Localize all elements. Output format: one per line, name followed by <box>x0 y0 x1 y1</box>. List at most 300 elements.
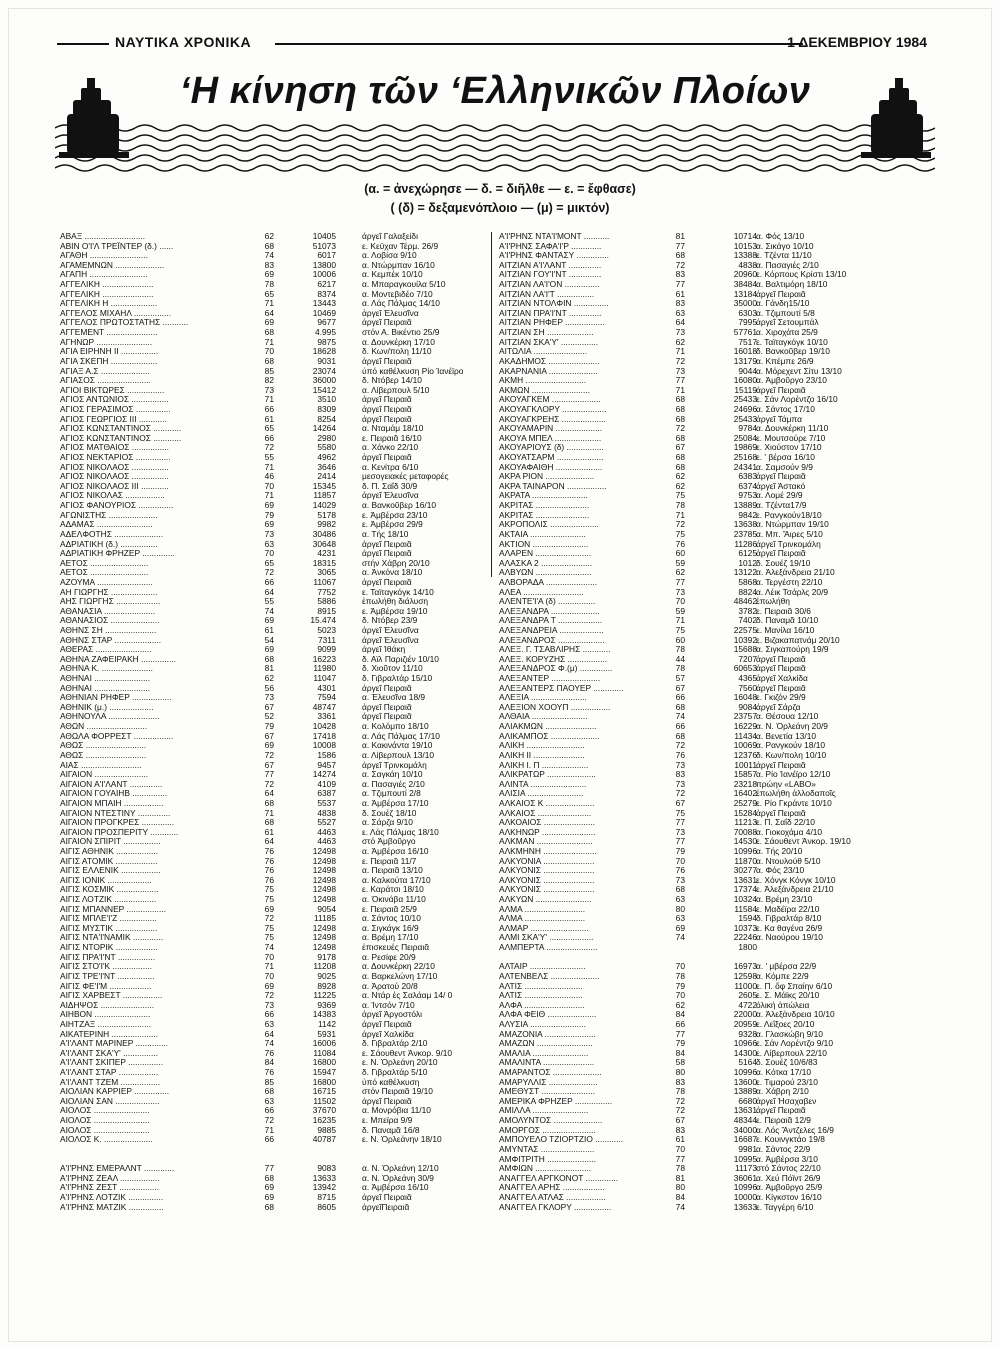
tonnage: 4838 <box>317 807 336 818</box>
tonnage: 11980 <box>313 663 336 674</box>
tonnage: 16973 <box>733 961 757 972</box>
tonnage: 11286 <box>734 538 757 549</box>
ship-status: στόν Πειραιᾶ 19/10 <box>362 1086 433 1097</box>
ship-name: ΑΛΕΞΙΟΝ ΧΟΟΥΠ ................. <box>499 701 611 712</box>
ship-status: ε. Χιούστον 17/10 <box>756 442 822 453</box>
ship-name: ΑΙΟΛΟΣ ........................ <box>60 1124 150 1135</box>
build-year: 77 <box>675 279 685 290</box>
tonnage: 10996 <box>733 1067 757 1078</box>
tonnage: 9178 <box>317 951 336 962</box>
tonnage: 10996 <box>733 846 757 856</box>
tonnage: 11584 <box>734 903 757 914</box>
ship-name: ΑΙΟΛΟΣ ........................ <box>60 1105 150 1116</box>
build-year: 68 <box>264 355 274 366</box>
ship-status: ἐπωλήθη διάλυση <box>362 596 429 607</box>
ship-status: ἀργεῖ Σετουμπάλ <box>756 317 819 328</box>
tonnage: 9328 <box>738 1028 757 1039</box>
tonnage: 5164 <box>738 1057 757 1068</box>
build-year: 69 <box>264 317 274 328</box>
ship-status: ὀλική ἀπώλεια <box>756 999 810 1010</box>
ship-status: α. Χάβρη 2/10 <box>756 1086 809 1097</box>
tonnage: 70088 <box>733 826 757 837</box>
build-year: 71 <box>264 490 274 501</box>
ship-status: α. Τζιμπουτί 5/8 <box>756 307 815 318</box>
tonnage: 4463 <box>317 836 336 847</box>
ship-row <box>60 1135 480 1145</box>
tonnage: 13638 <box>733 519 757 530</box>
build-year: 67 <box>264 730 274 741</box>
page-title: ‘Η κίνηση τῶν ‘Ελληνικῶν Πλοίων <box>179 70 811 112</box>
ship-name: ΑΛΦΑ .......................... <box>499 999 585 1010</box>
tonnage: 36000 <box>312 375 336 386</box>
ship-name: ΑΙΓΑΙΟΝ ΠΡΟΓΚΡΕΣ .............. <box>60 817 175 828</box>
build-year: 82 <box>264 375 274 386</box>
build-year: 70 <box>264 970 274 981</box>
ship-status: α. Καλκούτα 17/10 <box>362 874 431 885</box>
ship-status: δ. Ντόβερ 23/9 <box>362 615 418 626</box>
ship-status: α. Χάνκο 22/10 <box>362 442 419 453</box>
ship-name: Α'Ι'ΛΑΝΤ ΣΚΑ'Υ' ............... <box>60 1047 158 1058</box>
build-year: 72 <box>264 749 274 760</box>
tonnage: 5537 <box>317 797 336 808</box>
ship-name: Α'Ι'ΡΗΝΣ ΣΑΦΑ'Ι'Ρ ............. <box>499 240 602 251</box>
ship-status: ε. Ρανγκούν18/10 <box>756 509 822 520</box>
ship-name: ΑΜΦΙΤΡΙΤΗ ..................... <box>499 1153 596 1164</box>
build-year: 69 <box>264 980 274 991</box>
ship-status: α. Ἀρατού 20/8 <box>362 980 418 991</box>
tonnage: 25084 <box>733 432 757 443</box>
tonnage: 12498 <box>312 922 336 933</box>
ship-status: ἀργεῖ Πειραιᾶ <box>362 682 412 693</box>
ship-name: ΑΚΟΥΑΜΑΡΙΝ .................... <box>499 423 603 434</box>
ship-status: ἀργεῖ Τρινκομάλη <box>756 538 821 549</box>
ship-status: ἀργεῖ Πειραιᾶ <box>756 682 806 693</box>
ship-name: ΑΙΓΙΣ ΝΤΑ'Ι'ΝΑΜΙΚ ............. <box>60 932 164 943</box>
build-year: 72 <box>675 788 685 799</box>
build-year: 71 <box>264 394 274 405</box>
ship-name: ΑΛΕΞΑΝΔΡΟΣ .................... <box>499 634 605 645</box>
build-year: 71 <box>675 346 685 357</box>
build-year: 74 <box>675 932 685 943</box>
tonnage: 10996 <box>733 1182 757 1193</box>
ship-status: ε. ' βέρσα 16/10 <box>756 452 815 463</box>
tonnage: 4109 <box>317 778 336 789</box>
build-year: 63 <box>264 1018 274 1029</box>
build-year: 70 <box>675 855 685 866</box>
tonnage: 9753 <box>738 490 757 501</box>
ship-status: α. Ντάρ ἐς Σαλάαμ 14/ 0 <box>362 990 453 1001</box>
tonnage: 10966 <box>733 1038 757 1049</box>
tonnage: 4.995 <box>315 327 336 338</box>
ship-status: α. Ἀμβοῦργο 23/10 <box>756 375 827 386</box>
tonnage: 9885 <box>317 1124 336 1135</box>
tonnage: 7402 <box>738 615 757 626</box>
build-year: 59 <box>675 605 685 616</box>
ship-status: μεσογειακές μεταφορές <box>362 471 449 482</box>
build-year: 74 <box>264 250 274 261</box>
tonnage: 10011 <box>734 759 757 770</box>
ship-status: α. Μοντεβιδέο 7/10 <box>362 288 433 299</box>
tonnage: 11857 <box>313 490 336 501</box>
tonnage: 7594 <box>317 692 336 703</box>
tonnage: 1586 <box>317 749 336 760</box>
ship-name: ΑΚΡΟΠΟΛΙΣ ..................... <box>499 519 599 530</box>
tonnage: 9784 <box>738 423 757 434</box>
ship-name: ΑΙΓΙΣ ΜΠΛΕ'Ι'Ζ ................ <box>60 913 157 924</box>
build-year: 70 <box>264 480 274 491</box>
ship-row <box>499 1203 929 1213</box>
ship-status: α. Ντώρμπαν 19/10 <box>756 519 829 530</box>
tonnage: 3361 <box>317 711 336 722</box>
ship-name: ΑΛΤΕΝΒΕΛΣ ..................... <box>499 970 600 981</box>
tonnage: 9031 <box>317 355 336 366</box>
ship-status: δ. Γιβραλτάρ 15/10 <box>362 673 433 684</box>
tonnage: 10008 <box>312 740 336 751</box>
ship-name: ΑΙΓΙΣ ΛΟΤΖΙΚ .................. <box>60 894 157 905</box>
ship-status: πρώην «LABO» <box>756 778 816 789</box>
build-year: 72 <box>675 519 685 530</box>
tonnage: 9044 <box>738 365 757 376</box>
ship-name: ΑΝΑΓΓΕΛ ΓΚΛΟΡΥ ................ <box>499 1201 612 1212</box>
build-year: 83 <box>675 1124 685 1135</box>
ship-status: ε. Βιζακαπατνάμ 20/10 <box>756 634 840 645</box>
ship-status: ε. Ἀλεξάνδρεια 21/10 <box>756 884 834 895</box>
ship-name: ΑΙΤΖΙΑΝ ΛΑ'Ι'Τ ................ <box>499 288 595 299</box>
ship-status: ἀργεῖ Τάμπα <box>756 413 802 424</box>
ship-status: δ. Σουέζ 19/10 <box>756 557 811 568</box>
build-year: 77 <box>675 1153 685 1164</box>
ship-name: ΑΛΙΚΗ ΙΙ ...................... <box>499 749 585 760</box>
ship-status: ἀργεῖ Πειραιᾶ <box>362 413 412 424</box>
tonnage: 20959 <box>733 1018 757 1029</box>
tonnage: 11185 <box>313 913 336 924</box>
ship-name: ΑΜΕΘΥΣΤ ....................... <box>499 1086 595 1097</box>
build-year: 68 <box>264 817 274 828</box>
ship-name: ΑΒΑΞ .......................... <box>60 231 146 241</box>
build-year: 85 <box>264 1076 274 1087</box>
ship-status: ἀργεῖ Ἰθάκη <box>362 644 406 655</box>
ship-name: ΑΛΥΣΙΑ ........................ <box>499 1018 586 1029</box>
ship-name: ΑΙΓΙΣ ΦΕ'Ι'Μ .................. <box>60 980 152 991</box>
ship-name: ΑΚΤΑΙΑ ........................ <box>499 528 586 539</box>
ship-status: ἀργεῖ Πειραιᾶ <box>756 663 806 674</box>
ship-status: α. Πασαγιές 2/10 <box>756 259 819 270</box>
tonnage: 34000 <box>733 1124 757 1135</box>
ship-name: Α'Ι'ΛΑΝΤ ΣΚΙΠΕΡ ............... <box>60 1057 164 1068</box>
ship-status: ἀργεῖ Χαλκίδα <box>362 1028 414 1039</box>
ship-status: ἀργεῖ Πειραιᾶ <box>362 1191 412 1202</box>
ship-name: ΑΛΕΞΙΑ ........................ <box>499 692 587 703</box>
build-year: 66 <box>675 1018 685 1029</box>
tonnage: 6017 <box>317 250 336 261</box>
ship-status: α. Τής 18/10 <box>362 528 409 539</box>
tonnage: 48344 <box>733 1115 757 1126</box>
ship-name: ΑΙΤΖΙΑΝ ΝΤΟΛΦΙΝ ............... <box>499 298 609 309</box>
build-year: 68 <box>675 250 685 261</box>
build-year: 67 <box>675 797 685 808</box>
build-year: 70 <box>675 961 685 972</box>
build-year: 64 <box>264 1028 274 1039</box>
ship-status: ἀργεῖ Πειραιᾶ <box>362 403 412 414</box>
build-year: 78 <box>675 1086 685 1097</box>
ship-name: ΑΓΓΕΛΙΚΗ Η .................... <box>60 298 158 309</box>
ship-status: α. Κολόμπο 18/10 <box>362 721 429 732</box>
build-year: 68 <box>675 730 685 741</box>
tonnage: 13600 <box>733 1076 757 1087</box>
build-year: 76 <box>264 1067 274 1078</box>
tonnage: 8309 <box>317 403 336 414</box>
build-year: 76 <box>675 538 685 549</box>
ship-status: δ. Π. Σαΐδ 30/9 <box>362 480 418 491</box>
ship-name: ΑΜΙΛΛΑ ........................ <box>499 1105 589 1116</box>
tonnage: 14383 <box>312 1009 336 1020</box>
ship-status: ε. Χόνγκ Κόνγκ 10/10 <box>756 874 836 885</box>
tonnage: 6303 <box>738 307 757 318</box>
ship-name: ΑΙΤΖΙΑΝ ΣΚΑ'Υ' ................ <box>499 336 599 347</box>
tonnage: 8374 <box>317 288 336 299</box>
ship-name: ΑΛΕΞΑΝΔΡΑ Τ ................... <box>499 615 603 626</box>
ship-name: ΑΙΓΑΙΟΝ Α'Ι'ΛΑΝΤ .............. <box>60 778 163 789</box>
ship-status: α. Φός 13/10 <box>756 231 805 241</box>
build-year: 79 <box>264 721 274 732</box>
tonnage: 12598 <box>733 970 757 981</box>
ship-name: ΑΓΑΘΗ ......................... <box>60 250 148 261</box>
tonnage: 24341 <box>733 461 757 472</box>
build-year: 61 <box>264 413 274 424</box>
ship-list-left <box>60 232 480 1212</box>
tonnage: 11173 <box>734 1163 757 1174</box>
tonnage: 11502 <box>313 1095 336 1106</box>
ship-name: ΑΛΦΑ ΦΕΙΘ ..................... <box>499 1009 597 1020</box>
ship-name: ΑΛΘΑΙΑ ........................ <box>499 711 588 722</box>
ship-name: ΑΓΙΟΣ ΜΑΤΘΑΙΟΣ ................ <box>60 442 169 453</box>
ship-status: α. Βενετία 13/10 <box>756 730 817 741</box>
ship-name: ΑΛΙΚΗ Ι. Π .................... <box>499 759 589 770</box>
ship-status: α. Κενίτρα 6/10 <box>362 461 419 472</box>
tonnage: 6383 <box>738 471 757 482</box>
ship-status: ε. Ἀμβέρσα 29/9 <box>362 519 423 530</box>
ship-status: α. Σάντος 17/10 <box>756 403 815 414</box>
ship-status: α. Ντώρμπαν 16/10 <box>362 259 435 270</box>
ship-name: ΑΚΟΥΑΤΣΑΡΜ .................... <box>499 452 604 463</box>
ship-name: ΑΛΙΚΑΜΠΟΣ ..................... <box>499 730 600 741</box>
tonnage: 4463 <box>317 826 336 837</box>
ship-status: α. Ντουλούθ 5/10 <box>756 855 821 866</box>
ship-status: α. Τζέντα17/9 <box>756 500 807 511</box>
tonnage: 13184 <box>733 288 757 299</box>
ship-name: ΑΚΟΥΑΓΚΕΜ ..................... <box>499 394 601 405</box>
tonnage: 4962 <box>317 452 336 463</box>
ship-status: δ. Σουέζ 10/6/83 <box>756 1057 818 1068</box>
build-year: 62 <box>264 231 274 241</box>
ship-name: ΑΛΚΥΩΝ ........................ <box>499 894 592 905</box>
ship-status: ε. Ἀμβέρσα 19/10 <box>362 605 428 616</box>
tonnage: 8605 <box>317 1201 336 1212</box>
ship-name: ΑΗΣ ΓΙΩΡΓΗΣ ................... <box>60 596 161 607</box>
build-year: 64 <box>264 586 274 597</box>
ship-status: α. Σαγκάη 10/10 <box>362 769 423 780</box>
build-year: 74 <box>264 942 274 953</box>
ship-status: ἀργεῖ Ἐλευσῖνα <box>362 490 419 501</box>
ship-status: ἀργεῖ Πειραιᾶ <box>756 653 806 664</box>
tonnage: 22000 <box>733 1009 757 1020</box>
ship-status: ε. Πειραιᾶ 11/7 <box>362 855 417 866</box>
ship-name: ΑΛΙΚΡΑΤΩΡ ..................... <box>499 769 596 780</box>
ship-name: ΑΓΩΝΙΣΤΗΣ ..................... <box>60 509 158 520</box>
ship-name: ΑΛΙΚΗ ......................... <box>499 740 585 751</box>
build-year: 63 <box>675 913 685 924</box>
build-year: 62 <box>675 336 685 347</box>
ship-status: ε. Πειραιᾶ 16/10 <box>362 432 422 443</box>
tonnage: 9677 <box>317 317 336 328</box>
build-year: 73 <box>264 999 274 1010</box>
ship-status: δ. Κων/πολη 10/10 <box>756 749 827 760</box>
tonnage: 7311 <box>317 634 336 645</box>
ship-status: α. Βρέμη 23/10 <box>756 894 813 905</box>
ship-status: ε. Σ. Μάϊκς 20/10 <box>756 990 820 1001</box>
build-year: 74 <box>264 1038 274 1049</box>
build-year: 77 <box>675 817 685 828</box>
ship-status: ὑπό καθέλκυση Ρίο Ἰανέϊρο <box>362 365 464 376</box>
build-year: 80 <box>675 1182 685 1193</box>
ship-name: ΑΛΚΗΝΩΡ ....................... <box>499 826 596 837</box>
tonnage: 23785 <box>733 528 757 539</box>
build-year: 69 <box>264 615 274 626</box>
ship-name: ΑΛΙΝΤΑ ........................ <box>499 778 587 789</box>
build-year: 76 <box>675 749 685 760</box>
build-year: 61 <box>675 1134 685 1145</box>
build-year: 79 <box>675 1038 685 1049</box>
ship-name: ΑΙΓΙΣ ΜΠΑΝΝΕΡ ................. <box>60 903 166 914</box>
ship-status: α. Ἀμβοῦργο 25/9 <box>756 1182 823 1193</box>
masthead-rule-middle <box>275 43 803 45</box>
ship-status: ε. Μπεϊρα 9/9 <box>362 1115 413 1126</box>
tonnage: 13633 <box>733 1201 757 1212</box>
tonnage: 6125 <box>738 548 757 559</box>
build-year: 75 <box>264 894 274 905</box>
tonnage: 9083 <box>317 1163 336 1174</box>
ship-status: α. Βαρκελώνη 17/10 <box>362 970 438 981</box>
ship-status: α. Γλασκώβη 9/10 <box>756 1028 823 1039</box>
tonnage: 6217 <box>317 279 336 290</box>
ship-status: α. Φός 23/10 <box>756 865 805 876</box>
ship-status: ε. Κα θαγένα 26/9 <box>756 922 823 933</box>
tonnage: 19869 <box>733 442 757 453</box>
build-year: 71 <box>675 615 685 626</box>
tonnage: 13179 <box>733 355 757 366</box>
ship-name: ΑΓΙΑ ΕΙΡΗΝΗ ΙΙ ................ <box>60 346 159 357</box>
build-year: 73 <box>264 384 274 395</box>
tonnage: 10392 <box>733 634 757 645</box>
tonnage: 12498 <box>312 874 336 885</box>
tonnage: 18628 <box>312 346 336 357</box>
ship-name: ΑΘΩΣ .......................... <box>60 749 147 760</box>
ship-name: ΑΛΕΞΑΝΔΡΑ ..................... <box>499 605 600 616</box>
ship-name: Α'Ι'ΡΗΝΣ ΦΑΝΤΑΣΥ .............. <box>499 250 609 261</box>
ship-name: ΑΙΤΖΙΑΝ ΛΑ'Ι'ΟΝ ............... <box>499 279 600 290</box>
build-year: 64 <box>264 307 274 318</box>
ship-name: ΑΛΒΟΡΑΔΑ ...................... <box>499 576 598 587</box>
build-year: 75 <box>675 490 685 501</box>
tonnage: 11067 <box>313 576 336 587</box>
build-year: 71 <box>264 461 274 472</box>
ship-name: ΑΘΗΝΑΙ ........................ <box>60 682 151 693</box>
ship-status: α. Νταμάμ 18/10 <box>362 423 424 434</box>
build-year: 77 <box>675 576 685 587</box>
ship-status: α. Σικάγο 10/10 <box>756 240 814 251</box>
build-year: 73 <box>675 586 685 597</box>
ship-status: δ. Παναμᾶ 10/10 <box>756 615 819 626</box>
ship-status: ε. Καράτσι 18/10 <box>362 884 424 895</box>
ship-name: ΑΙΗΤΖΑΞ ....................... <box>60 1018 152 1029</box>
tonnage: 9025 <box>317 970 336 981</box>
ship-status: α. Βανκοῦβερ 16/10 <box>362 500 437 511</box>
ship-name: ΑΓΙΟΣ ΝΙΚΟΛΑΟΣ ΙΙΙ ............ <box>60 480 169 491</box>
ship-status: ἀργεῖ Ἀργοστόλι <box>362 1009 422 1020</box>
tonnage: 5580 <box>317 442 336 453</box>
ship-status: α. Μπ. Ἄιρες 5/10 <box>756 528 823 539</box>
ship-name: ΑΚΤΙΟΝ ........................ <box>499 538 589 549</box>
tonnage: 30486 <box>312 528 336 539</box>
ship-name: ΑΛΕΞ. Γ. ΤΣΑΒΛΙΡΗΣ ............ <box>499 644 611 655</box>
ship-status: α. Κεμπέκ 10/10 <box>362 269 423 280</box>
ship-status: α. Ρεσίφε 20/9 <box>362 951 416 962</box>
ship-name: ΑΛΚΜΑΝ ........................ <box>499 836 593 847</box>
build-year: 62 <box>675 567 685 578</box>
ship-name: ΑΘΑΝΑΣΙΑ ...................... <box>60 605 156 616</box>
tonnage: 4722 <box>738 999 757 1010</box>
build-year: 73 <box>675 874 685 885</box>
tonnage: 18315 <box>312 557 336 568</box>
ship-list-right <box>499 232 929 1212</box>
build-year: 65 <box>264 557 274 568</box>
ship-name: ΑΓΙΟΣ ΓΕΩΡΓΙΟΣ ΙΙΙ ............ <box>60 413 167 424</box>
tonnage: 51073 <box>312 240 336 251</box>
tonnage: 3646 <box>317 461 336 472</box>
ship-status: ἀργεῖ Ἐλευσῖνα <box>362 634 419 645</box>
ship-status: ε. Μανίλα 16/10 <box>756 624 815 635</box>
tonnage: 22246 <box>733 932 757 943</box>
ship-name: ΑΜΑΛΙΑ ........................ <box>499 1047 589 1058</box>
build-year: 72 <box>675 740 685 751</box>
ship-name: ΑΓΓΕΛΙΚΗ ...................... <box>60 288 154 299</box>
build-year: 77 <box>264 769 274 780</box>
ship-name: ΑΛΜΑΡ ......................... <box>499 922 589 933</box>
build-year: 76 <box>264 855 274 866</box>
ship-status: α. Μόρεχεντ Σίτυ 13/10 <box>756 365 842 376</box>
ship-status: ἀργεῖ Πειραιᾶ <box>362 538 412 549</box>
ship-status: ἐπισκευές Πειραιᾶ <box>362 942 430 953</box>
build-year: 63 <box>675 307 685 318</box>
tonnage: 16687 <box>733 1134 757 1145</box>
build-year: 61 <box>264 826 274 837</box>
build-year: 79 <box>264 509 274 520</box>
ship-status: α. Δουνκέρκη 11/10 <box>756 423 829 434</box>
tonnage: 36061 <box>733 1172 757 1183</box>
tonnage: 9842 <box>738 509 757 520</box>
ship-status: α. Κπέμπε 26/9 <box>756 355 814 366</box>
ship-name: ΑΔΑΜΑΣ ........................ <box>60 519 153 530</box>
build-year: 75 <box>675 624 685 635</box>
ship-name: ΑΙΔΗΨΟΣ ....................... <box>60 999 155 1010</box>
ship-name: ΑΚΟΥΑΦΑΙΘΗ .................... <box>499 461 603 472</box>
ship-name: ΑΜΦΙΩΝ ........................ <box>499 1163 592 1174</box>
tonnage: 10469 <box>312 307 336 318</box>
ship-status: ε. Τζέντα 11/10 <box>756 250 812 261</box>
tonnage: 11225 <box>313 990 336 1001</box>
tonnage: 10428 <box>312 721 336 732</box>
ship-name: ΑΛΙΣΙΑ ........................ <box>499 788 584 799</box>
